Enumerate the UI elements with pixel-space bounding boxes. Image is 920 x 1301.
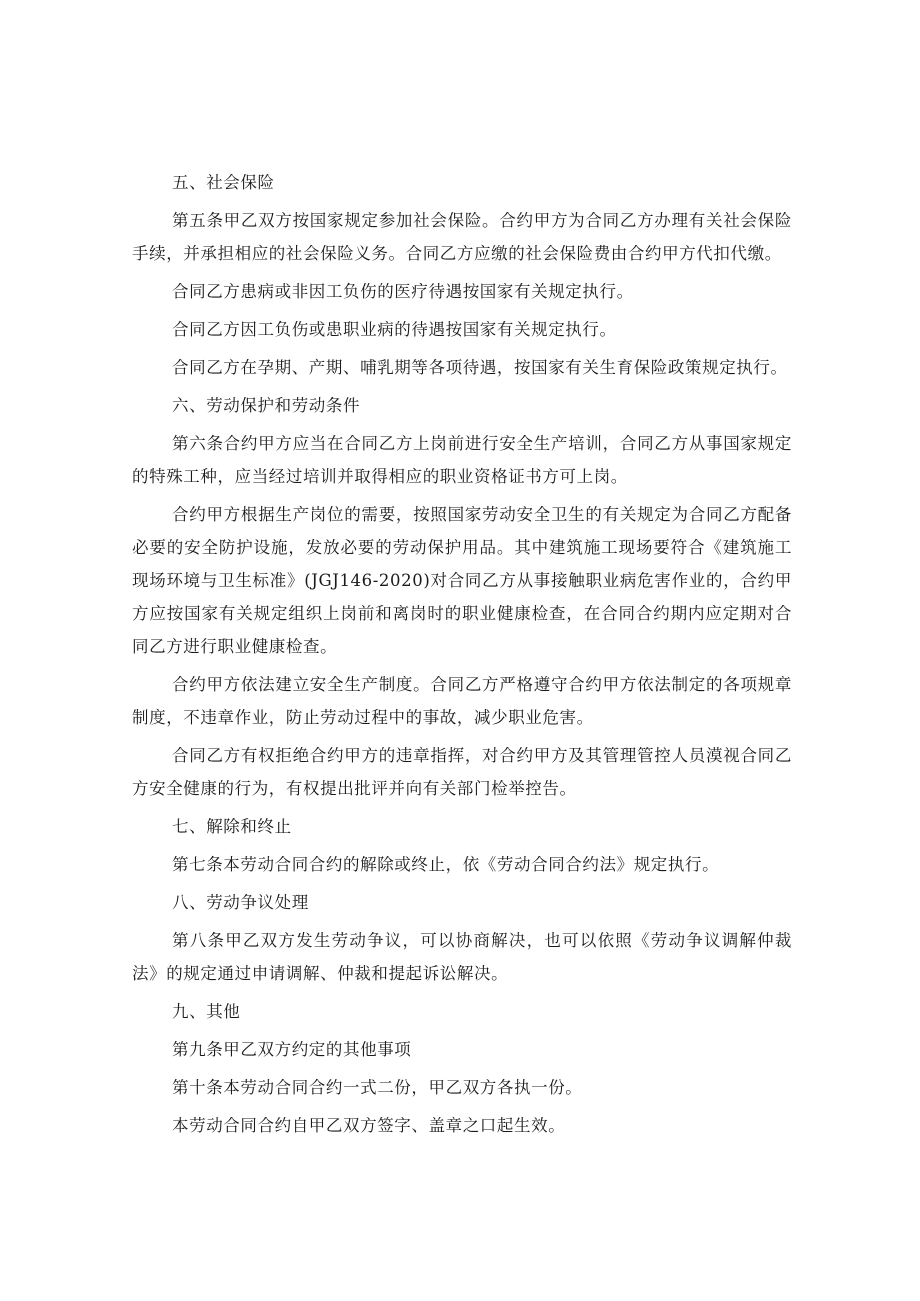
article-8-paragraph: 第八条甲乙双方发生劳动争议，可以协商解决，也可以依照《劳动争议调解仲裁法》的规定通过申请调解、仲裁和提起诉讼解决。 [132,931,792,983]
article-9-paragraph: 第九条甲乙双方约定的其他事项 [172,1040,412,1059]
safety-system-paragraph: 合约甲方依法建立安全生产制度。合同乙方严格遵守合约甲方依法制定的各项规章制度，不违章作业，防止劳动过程中的事故，减少职业危害。 [132,675,792,727]
section-heading-dispute: 八、劳动争议处理 [172,893,309,912]
article-5-paragraph: 第五条甲乙双方按国家规定参加社会保险。合约甲方为合同乙方办理有关社会保险手续，并承担相应的社会保险义务。合同乙方应缴的社会保险费由合约甲方代扣代缴。 [132,211,792,263]
article-7-paragraph: 第七条本劳动合同合约的解除或终止，依《劳动合同合约法》规定执行。 [172,855,720,874]
section-heading-termination: 七、解除和终止 [172,817,292,836]
refusal-rights-paragraph: 合同乙方有权拒绝合约甲方的违章指挥，对合约甲方及其管理管控人员漠视合同乙方安全健康的行为，有权提出批评并向有关部门检举控告。 [132,746,792,798]
section-heading-social-insurance: 五、社会保险 [172,173,275,192]
section-heading-labor-protection: 六、劳动保护和劳动条件 [172,396,361,415]
safety-equipment-paragraph: 合约甲方根据生产岗位的需要，按照国家劳动安全卫生的有关规定为合同乙方配备必要的安全防护设施，发放必要的劳动保护用品。其中建筑施工现场要符合《建筑施工现场环境与卫生标准》(JGJ146-2020)对合同乙方从事接触职业病危害作业的，合约甲方应按国家有关规定组织上岗前和离岗时的职业健康检查，在合同合约期内应定期对合同乙方进行职业健康检查。 [132,505,792,656]
document-page [132,166,792,1147]
article-10-paragraph: 第十条本劳动合同合约一式二份，甲乙双方各执一份。 [172,1078,583,1097]
maternity-paragraph: 合同乙方在孕期、产期、哺乳期等各项待遇，按国家有关生育保险政策规定执行。 [172,358,788,377]
work-injury-paragraph: 合同乙方因工负伤或患职业病的待遇按国家有关规定执行。 [172,320,617,339]
effective-date-paragraph: 本劳动合同合约自甲乙双方签字、盖章之口起生效。 [172,1116,566,1135]
medical-treatment-paragraph: 合同乙方患病或非因工负伤的医疗待遇按国家有关规定执行。 [172,282,634,301]
article-6-paragraph: 第六条合约甲方应当在合同乙方上岗前进行安全生产培训，合同乙方从事国家规定的特殊工种，应当经过培训并取得相应的职业资格证书方可上岗。 [132,434,792,486]
section-heading-other: 九、其他 [172,1002,241,1021]
